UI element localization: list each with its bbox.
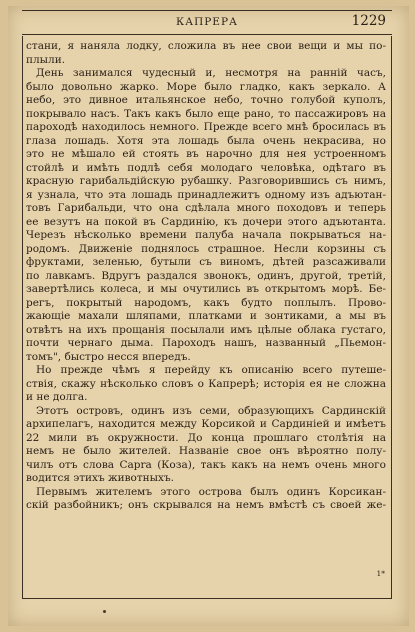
text-line: это не мѣшало ей стоять въ нарочно для нея устроенномъ (26, 148, 386, 160)
page-header (22, 10, 392, 32)
text-line: регъ, покрытый народомъ, какъ будто поплылъ. Прово- (26, 296, 386, 309)
body-text (26, 40, 386, 513)
text-line: фруктами, зеленью, бутыли съ виномъ, дѣтей разсаживали (26, 256, 386, 268)
text-line: товъ Гарибальди, что она сдѣлала много походовъ и теперь (26, 202, 386, 214)
page-number: 1229 (351, 13, 386, 29)
text-line: и не долга. (26, 391, 88, 403)
text-line: День занимался чудесный и, несмотря на раннiй часъ, (36, 67, 386, 79)
text-line: чилъ отъ слова Capra (Коза), такъ какъ на немъ очень много (26, 458, 386, 471)
text-line: почти чернаго дыма. Пароходъ нашъ, названный „Пьемон- (26, 337, 386, 349)
text-line: стойлѣ и имѣть подлѣ себя молодаго человѣка, одѣтаго въ (26, 161, 386, 174)
text-line: по лавкамъ. Вдругъ раздался звонокъ, одинъ, другой, третiй, (26, 269, 386, 282)
text-line: покрывало насъ. Такъ какъ было еще рано, то пассажировъ на (26, 107, 386, 120)
text-line: глаза лошадь. Хотя эта лошадь была очень некрасива, но (26, 134, 386, 147)
text-line: пароходѣ находилось немного. Прежде всего мнѣ бросилась въ (26, 121, 386, 133)
text-line: отвѣтъ на ихъ прощанiя посылали имъ цѣлые облака густаго, (26, 323, 386, 336)
ink-speck (103, 610, 106, 613)
text-line: было довольно жарко. Море было гладко, какъ зеркало. А (26, 80, 386, 93)
text-line: немъ не было жителей. Названiе свое онъ вѣроятно полу- (26, 445, 386, 457)
text-line: архипелагъ, находится между Корсикой и Сардинiей и имѣетъ (26, 418, 386, 430)
text-line: Первымъ жителемъ этого острова былъ одинъ Корсикан- (36, 485, 386, 498)
text-line: стани, я наняла лодку, сложила въ нее свои вещи и мы по- (26, 40, 386, 52)
text-line: красную гарибальдiйскую рубашку. Разговорившись съ нимъ, (26, 175, 386, 187)
text-line: жающiе махали шляпами, платками и зонтиками, а мы въ (26, 310, 386, 322)
text-line: завертѣлись колеса, и мы очутились въ открытомъ морѣ. Бе- (26, 283, 386, 295)
header-top-rule (22, 10, 392, 11)
text-line: ее везутъ на покой въ Сардинiю, къ дочери этого адъютанта. (26, 215, 386, 228)
text-line: ствiя, скажу нѣсколько словъ о Капрерѣ; исторiя ея не сложна (26, 377, 386, 390)
text-line: скiй разбойникъ; онъ скрывался на немъ вмѣстѣ съ своей же- (26, 499, 386, 511)
text-line: плыли. (26, 53, 66, 66)
text-line: Этотъ островъ, одинъ изъ семи, образующихъ Сардинскiй (36, 404, 386, 417)
text-line: я узнала, что эта лошадь принадлежитъ одному изъ адъютан- (26, 188, 386, 201)
text-line: 22 мили въ окружности. До конца прошлаго столѣтiя на (26, 431, 386, 444)
signature-mark: 1* (376, 569, 385, 578)
text-line: Черезъ нѣсколько времени палуба начала покрываться на- (26, 229, 386, 241)
text-line: томъ", быстро несся впередъ. (26, 350, 191, 363)
header-bottom-rule (22, 34, 392, 35)
text-line: родомъ. Движенiе поднялось страшное. Несли корзины съ (26, 242, 386, 255)
text-line: Но прежде чѣмъ я перейду къ описанiю всего путеше- (36, 364, 386, 376)
text-line: небо, это дивное итальянское небо, точно голубой куполъ, (26, 94, 386, 106)
text-line: водится этихъ животныхъ. (26, 472, 174, 484)
running-head: КАПРЕРА (176, 16, 238, 28)
